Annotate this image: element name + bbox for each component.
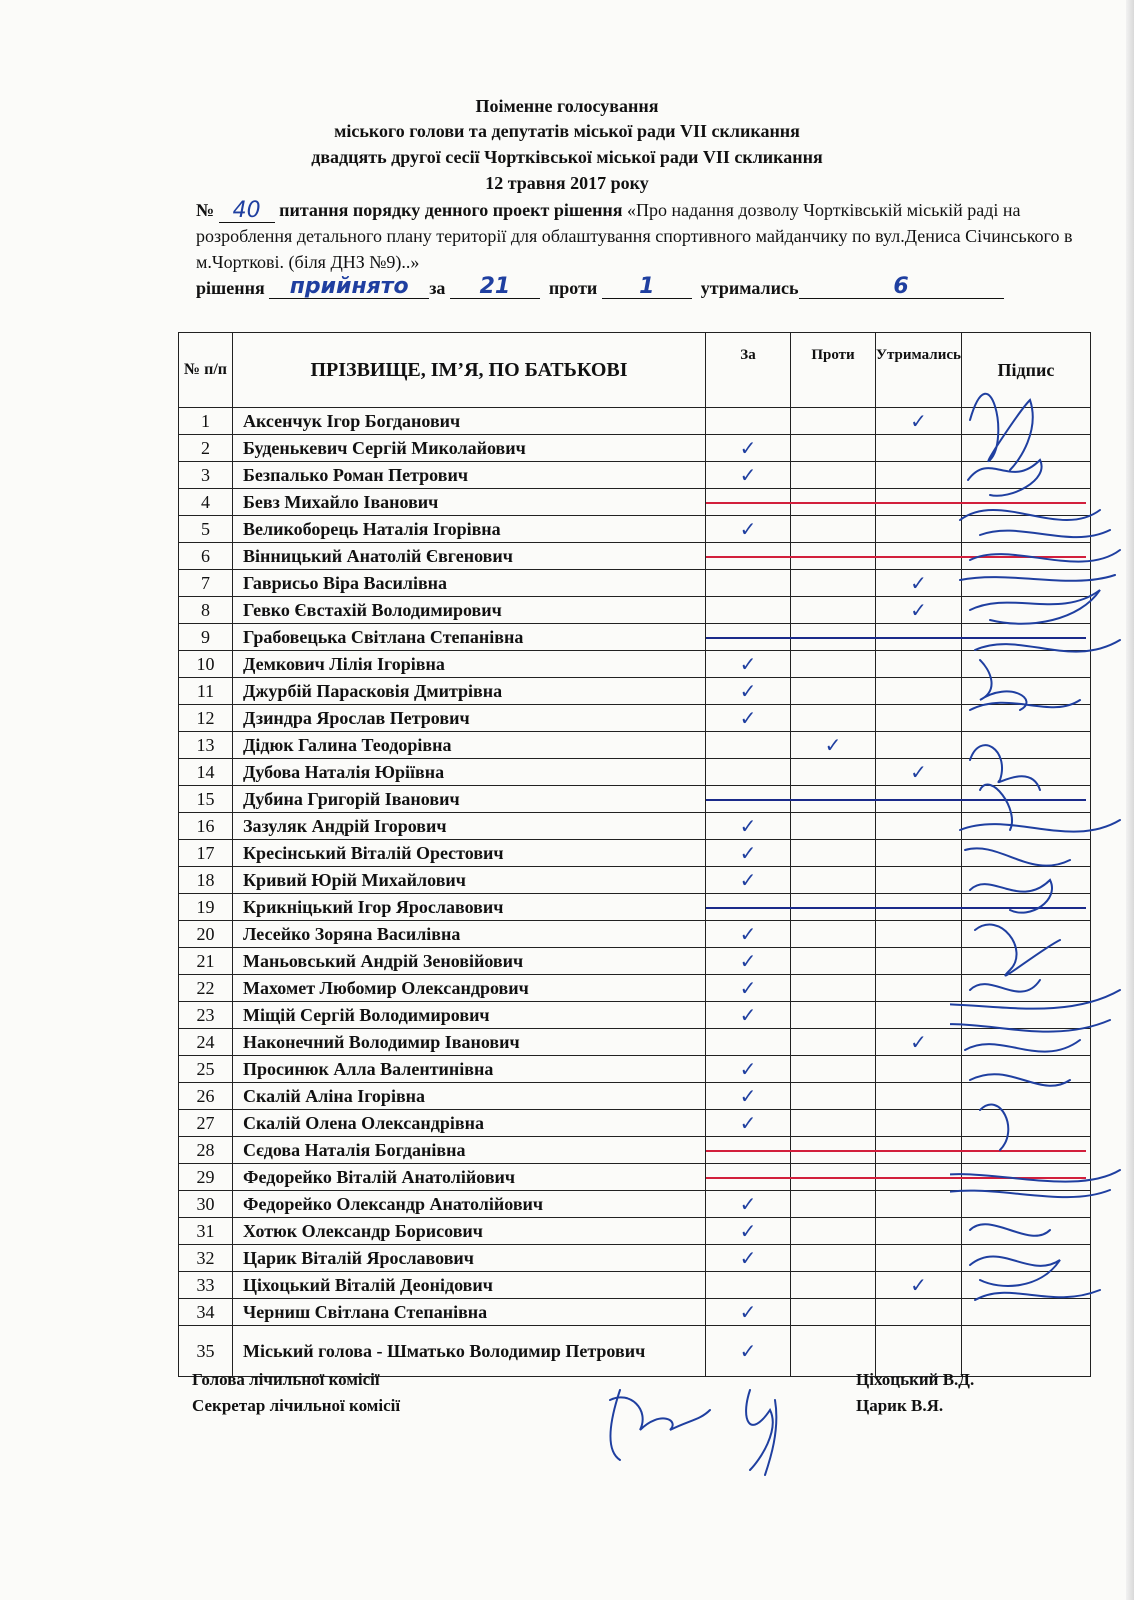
row-name: Крикніцький Ігор Ярославович bbox=[233, 894, 706, 921]
row-name: Дзиндра Ярослав Петрович bbox=[233, 705, 706, 732]
vote-cell-for bbox=[706, 975, 791, 1002]
row-name: Царик Віталій Ярославович bbox=[233, 1245, 706, 1272]
vote-cell-for bbox=[706, 435, 791, 462]
agenda-number: 40 bbox=[232, 198, 261, 223]
vote-cell-against bbox=[791, 570, 876, 597]
row-name: Ціхоцький Віталій Деонідович bbox=[233, 1272, 706, 1299]
row-number: 21 bbox=[179, 948, 233, 975]
check-mark-icon: ✓ bbox=[910, 410, 927, 433]
vote-cell-abstain bbox=[876, 678, 962, 705]
vote-cell-for bbox=[706, 921, 791, 948]
check-mark-icon: ✓ bbox=[910, 572, 927, 595]
row-name: Федорейко Віталій Анатолійович bbox=[233, 1164, 706, 1191]
vote-cell-abstain bbox=[876, 1083, 962, 1110]
row-number: 34 bbox=[179, 1299, 233, 1326]
row-number: 25 bbox=[179, 1056, 233, 1083]
row-number: 4 bbox=[179, 489, 233, 516]
row-number: 6 bbox=[179, 543, 233, 570]
col-header-against: Проти bbox=[791, 333, 876, 408]
row-number: 14 bbox=[179, 759, 233, 786]
vote-cell-abstain bbox=[876, 732, 962, 759]
secretary-name: Царик В.Я. bbox=[856, 1396, 944, 1415]
col-header-num: № п/п bbox=[179, 333, 233, 408]
vote-cell-against bbox=[791, 435, 876, 462]
vote-cell-abstain bbox=[876, 921, 962, 948]
vote-cell-abstain bbox=[876, 1056, 962, 1083]
check-mark-icon: ✓ bbox=[739, 842, 757, 865]
vote-cell-against bbox=[791, 759, 876, 786]
vote-cell-against bbox=[791, 462, 876, 489]
vote-cell-for bbox=[706, 1083, 791, 1110]
row-name: Бевз Михайло Іванович bbox=[233, 489, 706, 516]
vote-cell-for bbox=[706, 1272, 791, 1299]
agenda-item bbox=[196, 197, 1076, 275]
row-name: Гаврисьо Віра Василівна bbox=[233, 570, 706, 597]
vote-cell-abstain bbox=[876, 516, 962, 543]
row-name: Демкович Лілія Ігорівна bbox=[233, 651, 706, 678]
row-number: 1 bbox=[179, 408, 233, 435]
row-name: Лесейко Зоряна Василівна bbox=[233, 921, 706, 948]
row-name: Махомет Любомир Олександрович bbox=[233, 975, 706, 1002]
col-header-name: ПРІЗВИЩЕ, ІМ’Я, ПО БАТЬКОВІ bbox=[233, 333, 706, 408]
doc-title: Поіменне голосування bbox=[475, 96, 659, 116]
col-header-signature: Підпис bbox=[961, 333, 1090, 408]
secretary-label: Секретар лічильної комісії bbox=[192, 1396, 401, 1415]
row-name: Кривий Юрій Михайлович bbox=[233, 867, 706, 894]
vote-cell-abstain bbox=[876, 1110, 962, 1137]
check-mark-icon: ✓ bbox=[739, 923, 757, 946]
row-name: Великоборець Наталія Ігорівна bbox=[233, 516, 706, 543]
decision-line bbox=[196, 276, 1076, 299]
vote-cell-against bbox=[791, 1191, 876, 1218]
vote-cell-abstain bbox=[876, 1299, 962, 1326]
vote-cell-abstain bbox=[876, 813, 962, 840]
commission-signatures bbox=[600, 1370, 840, 1480]
agenda-text: «Про надання дозволу Чортківській міській раді на розроблення детального плану території для облаштування спортивного майданчику по вул.Дениса Січинського в м.Чорткові. (біля ДНЗ №9)..» bbox=[196, 200, 1073, 272]
row-name: Просинюк Алла Валентинівна bbox=[233, 1056, 706, 1083]
vote-cell-abstain bbox=[876, 1245, 962, 1272]
decision-value: прийнято bbox=[289, 274, 409, 299]
check-mark-icon: ✓ bbox=[739, 1085, 757, 1108]
vote-cell-for bbox=[706, 1110, 791, 1137]
row-number: 31 bbox=[179, 1218, 233, 1245]
row-name: Дубова Наталія Юріївна bbox=[233, 759, 706, 786]
check-mark-icon: ✓ bbox=[739, 464, 757, 487]
row-number: 18 bbox=[179, 867, 233, 894]
row-number: 3 bbox=[179, 462, 233, 489]
signature-column-scribbles bbox=[950, 290, 1130, 1350]
vote-cell-for bbox=[706, 1002, 791, 1029]
vote-cell-abstain bbox=[876, 948, 962, 975]
vote-cell-against bbox=[791, 651, 876, 678]
vote-cell-for bbox=[706, 678, 791, 705]
row-name: Аксенчук Ігор Богданович bbox=[233, 408, 706, 435]
vote-cell-for bbox=[706, 732, 791, 759]
vote-cell-for bbox=[706, 651, 791, 678]
check-mark-icon: ✓ bbox=[910, 599, 927, 622]
vote-cell-for bbox=[706, 408, 791, 435]
check-mark-icon: ✓ bbox=[910, 1031, 927, 1054]
vote-cell-for bbox=[706, 1218, 791, 1245]
row-number: 19 bbox=[179, 894, 233, 921]
vote-cell-abstain bbox=[876, 1191, 962, 1218]
vote-cell-abstain bbox=[876, 1272, 962, 1299]
vote-cell-against bbox=[791, 1272, 876, 1299]
row-name: Хотюк Олександр Борисович bbox=[233, 1218, 706, 1245]
vote-cell-against bbox=[791, 408, 876, 435]
check-mark-icon: ✓ bbox=[739, 815, 757, 838]
row-name: Грабовецька Світлана Степанівна bbox=[233, 624, 706, 651]
check-mark-icon: ✓ bbox=[739, 1247, 757, 1270]
vote-cell-abstain bbox=[876, 651, 962, 678]
vote-cell-for bbox=[706, 1245, 791, 1272]
vote-cell-abstain bbox=[876, 705, 962, 732]
row-name: Буденькевич Сергій Миколайович bbox=[233, 435, 706, 462]
against-value: 1 bbox=[639, 274, 655, 299]
check-mark-icon: ✓ bbox=[910, 1274, 927, 1297]
check-mark-icon: ✓ bbox=[739, 437, 757, 460]
vote-cell-against bbox=[791, 840, 876, 867]
chair-name: Ціхоцький В.Д. bbox=[856, 1370, 975, 1389]
decision-field bbox=[269, 276, 429, 299]
vote-cell-abstain bbox=[876, 1029, 962, 1056]
check-mark-icon: ✓ bbox=[739, 1340, 757, 1363]
vote-cell-abstain bbox=[876, 408, 962, 435]
row-number: 10 bbox=[179, 651, 233, 678]
vote-cell-abstain bbox=[876, 597, 962, 624]
vote-cell-against bbox=[791, 597, 876, 624]
check-mark-icon: ✓ bbox=[739, 707, 757, 730]
vote-cell-against bbox=[791, 1299, 876, 1326]
against-field bbox=[602, 276, 692, 299]
check-mark-icon: ✓ bbox=[739, 1004, 757, 1027]
row-number: 17 bbox=[179, 840, 233, 867]
vote-cell-against bbox=[791, 1029, 876, 1056]
vote-cell-abstain bbox=[876, 1218, 962, 1245]
row-name: Кресінський Віталій Орестович bbox=[233, 840, 706, 867]
row-number: 26 bbox=[179, 1083, 233, 1110]
abstain-value: 6 bbox=[893, 274, 909, 299]
row-name: Дідюк Галина Теодорівна bbox=[233, 732, 706, 759]
row-number: 22 bbox=[179, 975, 233, 1002]
check-mark-icon: ✓ bbox=[739, 869, 757, 892]
row-number: 5 bbox=[179, 516, 233, 543]
agenda-number-prefix: № bbox=[196, 200, 215, 220]
row-name: Черниш Світлана Степанівна bbox=[233, 1299, 706, 1326]
vote-cell-for bbox=[706, 597, 791, 624]
abstain-label: утримались bbox=[700, 278, 799, 298]
row-name: Міський голова - Шматько Володимир Петрович bbox=[233, 1326, 706, 1377]
vote-cell-abstain bbox=[876, 1326, 962, 1377]
row-number: 20 bbox=[179, 921, 233, 948]
doc-subtitle-council: міського голови та депутатів міської ради VII скликання bbox=[334, 121, 800, 141]
vote-cell-abstain bbox=[876, 435, 962, 462]
vote-cell-for bbox=[706, 516, 791, 543]
vote-cell-for bbox=[706, 705, 791, 732]
vote-cell-against bbox=[791, 948, 876, 975]
row-name: Гевко Євстахій Володимирович bbox=[233, 597, 706, 624]
row-number: 13 bbox=[179, 732, 233, 759]
check-mark-icon: ✓ bbox=[910, 761, 927, 784]
check-mark-icon: ✓ bbox=[739, 977, 757, 1000]
vote-cell-abstain bbox=[876, 975, 962, 1002]
row-name: Безпалько Роман Петрович bbox=[233, 462, 706, 489]
vote-cell-against bbox=[791, 1110, 876, 1137]
vote-cell-against bbox=[791, 516, 876, 543]
row-number: 8 bbox=[179, 597, 233, 624]
row-name: Скалій Аліна Ігорівна bbox=[233, 1083, 706, 1110]
check-mark-icon: ✓ bbox=[739, 950, 757, 973]
row-name: Міщій Сергій Володимирович bbox=[233, 1002, 706, 1029]
check-mark-icon: ✓ bbox=[739, 1058, 757, 1081]
check-mark-icon: ✓ bbox=[739, 653, 757, 676]
col-header-for: За bbox=[706, 333, 791, 408]
row-number: 35 bbox=[179, 1326, 233, 1377]
doc-date: 12 травня 2017 року bbox=[485, 173, 649, 193]
chair-label: Голова лічильної комісії bbox=[192, 1370, 380, 1389]
row-name: Сєдова Наталія Богданівна bbox=[233, 1137, 706, 1164]
agenda-number-field bbox=[219, 200, 275, 223]
row-number: 16 bbox=[179, 813, 233, 840]
vote-cell-against bbox=[791, 678, 876, 705]
row-number: 11 bbox=[179, 678, 233, 705]
check-mark-icon: ✓ bbox=[739, 680, 757, 703]
row-number: 7 bbox=[179, 570, 233, 597]
row-number: 29 bbox=[179, 1164, 233, 1191]
vote-cell-for bbox=[706, 759, 791, 786]
vote-cell-abstain bbox=[876, 570, 962, 597]
row-number: 30 bbox=[179, 1191, 233, 1218]
for-value: 21 bbox=[479, 274, 511, 299]
vote-cell-for bbox=[706, 1191, 791, 1218]
row-name: Джурбій Парасковія Дмитрівна bbox=[233, 678, 706, 705]
vote-cell-for bbox=[706, 813, 791, 840]
vote-cell-against bbox=[791, 1056, 876, 1083]
doc-subtitle-session: двадцять другої сесії Чортківської міської ради VII скликання bbox=[311, 147, 823, 167]
vote-cell-against bbox=[791, 975, 876, 1002]
row-number: 23 bbox=[179, 1002, 233, 1029]
vote-cell-for bbox=[706, 948, 791, 975]
vote-cell-against bbox=[791, 1326, 876, 1377]
vote-cell-for bbox=[706, 1299, 791, 1326]
vote-cell-against bbox=[791, 1083, 876, 1110]
row-name: Вінницький Анатолій Євгенович bbox=[233, 543, 706, 570]
check-mark-icon: ✓ bbox=[824, 734, 842, 757]
vote-cell-against bbox=[791, 1245, 876, 1272]
against-label: проти bbox=[548, 278, 598, 298]
vote-cell-for bbox=[706, 1029, 791, 1056]
row-number: 2 bbox=[179, 435, 233, 462]
row-number: 32 bbox=[179, 1245, 233, 1272]
for-label: за bbox=[429, 278, 446, 298]
row-number: 12 bbox=[179, 705, 233, 732]
vote-cell-for bbox=[706, 462, 791, 489]
agenda-lead: питання порядку денного проект рішення bbox=[279, 200, 623, 220]
vote-cell-for bbox=[706, 1326, 791, 1377]
check-mark-icon: ✓ bbox=[739, 1193, 757, 1216]
check-mark-icon: ✓ bbox=[739, 1220, 757, 1243]
row-number: 24 bbox=[179, 1029, 233, 1056]
vote-cell-abstain bbox=[876, 759, 962, 786]
vote-cell-against bbox=[791, 921, 876, 948]
decision-label: рішення bbox=[196, 278, 265, 298]
vote-cell-for bbox=[706, 570, 791, 597]
check-mark-icon: ✓ bbox=[739, 1112, 757, 1135]
row-name: Скалій Олена Олександрівна bbox=[233, 1110, 706, 1137]
row-name: Дубина Григорій Іванович bbox=[233, 786, 706, 813]
vote-cell-for bbox=[706, 1056, 791, 1083]
vote-cell-against bbox=[791, 732, 876, 759]
vote-cell-against bbox=[791, 705, 876, 732]
vote-cell-abstain bbox=[876, 462, 962, 489]
col-header-abstain: Утримались bbox=[876, 333, 962, 408]
row-name: Маньовський Андрій Зеновійович bbox=[233, 948, 706, 975]
for-field bbox=[450, 276, 540, 299]
vote-cell-abstain bbox=[876, 840, 962, 867]
row-number: 15 bbox=[179, 786, 233, 813]
vote-cell-abstain bbox=[876, 867, 962, 894]
row-number: 33 bbox=[179, 1272, 233, 1299]
row-number: 28 bbox=[179, 1137, 233, 1164]
row-number: 27 bbox=[179, 1110, 233, 1137]
vote-cell-abstain bbox=[876, 1002, 962, 1029]
vote-cell-against bbox=[791, 1002, 876, 1029]
vote-cell-against bbox=[791, 1218, 876, 1245]
row-name: Федорейко Олександр Анатолійович bbox=[233, 1191, 706, 1218]
check-mark-icon: ✓ bbox=[739, 518, 757, 541]
vote-cell-for bbox=[706, 867, 791, 894]
vote-cell-for bbox=[706, 840, 791, 867]
row-name: Зазуляк Андрій Ігорович bbox=[233, 813, 706, 840]
vote-cell-against bbox=[791, 813, 876, 840]
vote-cell-against bbox=[791, 867, 876, 894]
row-number: 9 bbox=[179, 624, 233, 651]
check-mark-icon: ✓ bbox=[739, 1301, 757, 1324]
row-name: Наконечний Володимир Іванович bbox=[233, 1029, 706, 1056]
